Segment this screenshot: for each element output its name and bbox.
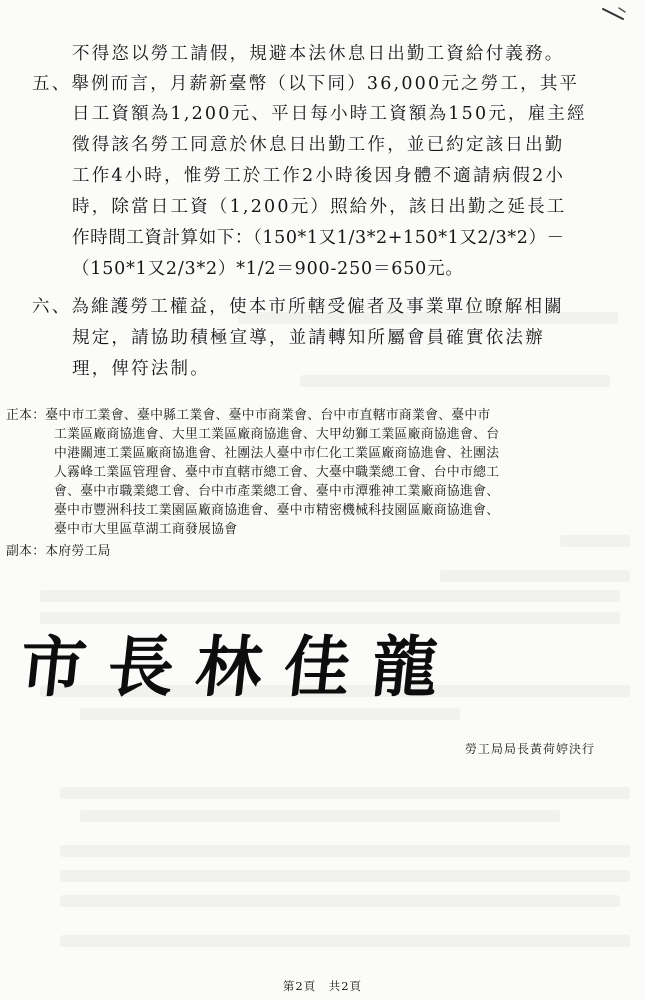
bleed-through-mark (40, 590, 620, 602)
corner-pen-mark-icon (601, 6, 627, 22)
bleed-through-mark (60, 845, 630, 857)
bleed-through-mark (60, 935, 630, 947)
decider-line: 勞工局局長黃荷婷決行 (464, 742, 595, 756)
body-line: 五、舉例而言，月薪新臺幣（以下同）36,000元之勞工，其平 (32, 74, 580, 94)
body-line: 規定，請協助積極宣導，並請轉知所屬會員確實依法辦 (72, 328, 545, 348)
body-line: 時，除當日工資（1,200元）照給外，該日出勤之延長工 (72, 197, 567, 217)
bleed-through-mark (60, 787, 630, 799)
body-line: （150*1又2/3*2）*1/2＝900-250＝650元。 (72, 259, 464, 279)
recipients-line: 中港關連工業區廠商協進會、社團法人臺中市仁化工業區廠商協進會、社團法 (54, 446, 500, 461)
page-number: 第2頁 共2頁 (282, 979, 363, 993)
bleed-through-mark (80, 810, 560, 822)
copy-recipient-line: 副本：本府勞工局 (6, 544, 111, 559)
body-line: 不得恣以勞工請假，規避本法休息日出勤工資給付義務。 (72, 44, 565, 64)
recipients-line: 人霧峰工業區管理會、臺中市直轄市總工會、大臺中職業總工會、台中市總工 (54, 465, 500, 480)
bleed-through-mark (560, 535, 630, 547)
body-line: 徵得該名勞工同意於休息日出勤工作，並已約定該日出勤 (72, 135, 565, 155)
body-line: 六、為維護勞工權益，使本市所轄受僱者及事業單位暸解相關 (32, 297, 564, 317)
bleed-through-mark (300, 375, 610, 387)
bleed-through-mark (440, 570, 630, 582)
bleed-through-mark (60, 870, 630, 882)
body-line: 理，俾符法制。 (72, 359, 210, 379)
body-line: 日工資額為1,200元、平日每小時工資額為150元，雇主經 (72, 104, 587, 124)
recipients-line: 臺中市大里區草湖工商發展協會 (54, 522, 238, 537)
body-line: 作時間工資計算如下：（150*1又1/3*2+150*1又2/3*2）－ (72, 228, 565, 248)
bleed-through-mark (60, 895, 620, 907)
recipients-line: 臺中市豐洲科技工業園區廠商協進會、臺中市精密機械科技園區廠商協進會、 (54, 503, 500, 518)
mayor-signature: 市長林佳龍 (15, 628, 465, 706)
recipients-line: 工業區廠商協進會、大里工業區廠商協進會、大甲幼獅工業區廠商協進會、台 (54, 427, 500, 442)
body-line: 工作4小時，惟勞工於工作2小時後因身體不適請病假2小 (72, 166, 566, 186)
bleed-through-mark (40, 612, 620, 624)
recipients-line: 會、臺中市職業總工會、台中市產業總工會、臺中市潭雅神工業廠商協進會、 (54, 484, 500, 499)
recipients-line: 正本：臺中市工業會、臺中縣工業會、臺中市商業會、台中市直轄市商業會、臺中市 (6, 408, 491, 423)
